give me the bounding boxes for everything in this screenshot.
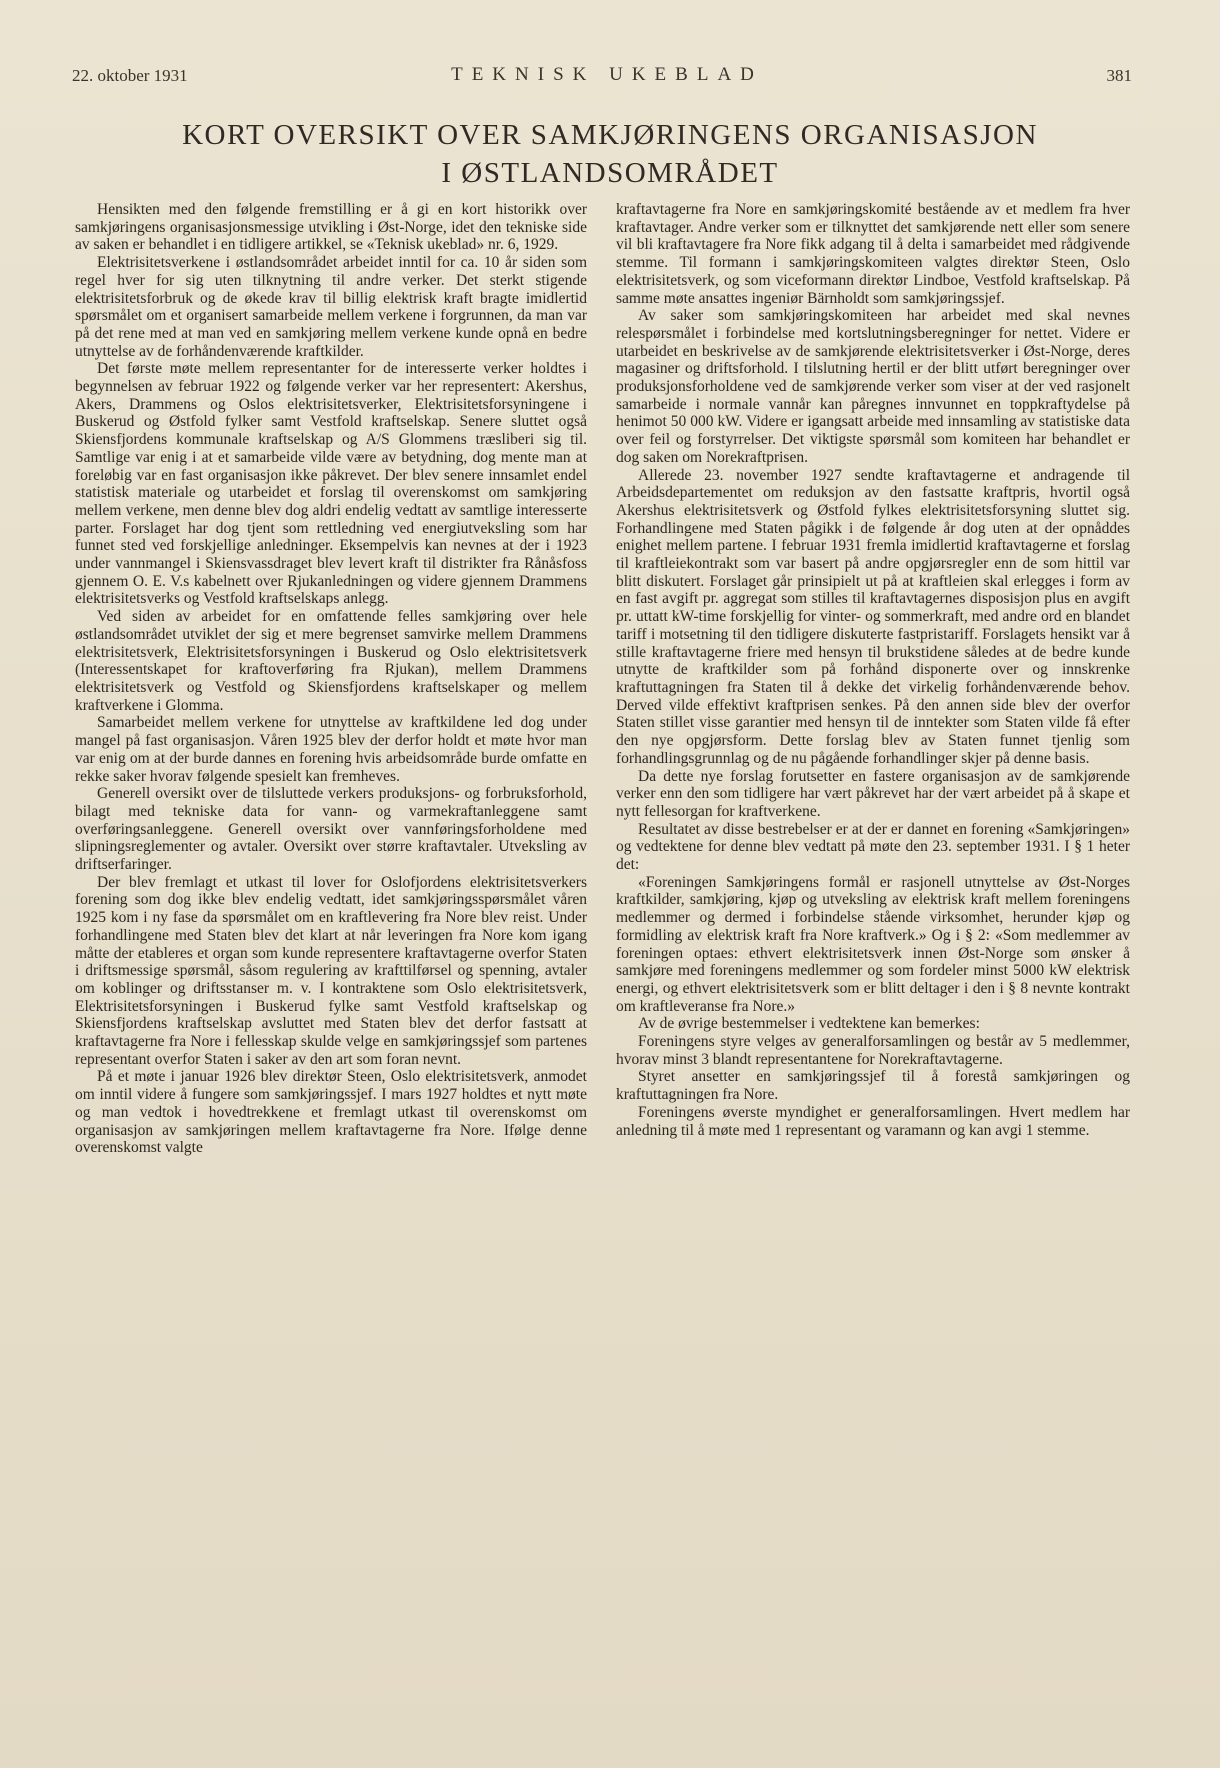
paragraph: «Foreningen Samkjøringens formål er rasjonell utnyttelse av Øst-Norges kraftkilder, samkjøring, kjøp og utveksling av elektrisk kraft mellem foreningens medlemmer og dermed i forbindelse stående virksomhet, herunder kjøp og formidling av elektrisk kraft fra Nore kraftverk.» Og i § 2: «Som medlemmer av foreningen optaes: ethvert elektrisitetsverk innen Øst-Norge som ønsker å samkjøre med foreningens medlemmer og som fordeler minst 5000 kW elektrisk energi, og ethvert elektrisitetsverk som er blitt deltager i den i § 8 nevnte kontrakt om kraftleveranse fra Nore.» [616,873,1130,1015]
paragraph: Det første møte mellem representanter for de interesserte verker holdtes i begynnelsen av februar 1922 og følgende verker var her representert: Akershus, Akers, Drammens og Oslos elektrisitetsverker, Elektrisitetsforsyningene i Buskerud og Østfold fylker samt Vestfold kraftselskap. Senere sluttet også Skiensfjordens kommunale kraftselskap og A/S Glommens træsliberi sig til. Samtlige var enig i at et samarbeide vilde være av betydning, dog mente man at foreløbig var en fast organisasjon ikke påkrevet. Der blev senere innsamlet endel statistisk materiale og utarbeidet et forslag til overenskomst om samkjøring mellem verkene, men denne blev dog aldri endelig vedtatt av samtlige interesserte parter. Forslaget har dog tjent som rettledning ved energiutveksling som har funnet sted ved forskjellige anledninger. Eksempelvis kan nevnes at der i 1923 under vannmangel i Skiensvassdraget blev levert kraft til distrikter fra Rånåsfoss gjennem O. E. V.s kabelnett over Rjukanledningen og videre gjennem Drammens elektrisitetsverks og Vestfold kraftselskaps anlegg. [75,360,587,608]
title-line-2: I ØSTLANDSOMRÅDET [441,157,779,189]
paragraph: Styret ansetter en samkjøringssjef til å forestå samkjøringen og kraftuttagningen fra Nore. [616,1068,1130,1104]
issue-date: 22. oktober 1931 [72,66,188,85]
left-column [75,201,587,1157]
paragraph: Foreningens styre velges av generalforsamlingen og består av 5 medlemmer, hvorav minst 3 blandt representantene for Norekraftavtagerne. [616,1033,1130,1068]
paragraph: Av saker som samkjøringskomiteen har arbeidet med skal nevnes relespørsmålet i forbindelse med kortslutningsberegninger for nettet. Videre er utarbeidet en beskrivelse av de samkjørende elektrisitetsverker i Øst-Norge, deres magasiner og driftsforhold. I tilslutning hertil er der blitt utført beregninger over produksjonsforholdene ved de samkjørende verker som viser at der ved rasjonelt samarbeide i normale vannår kan påregnes innvunnet en toppkraftydelse på henimot 50 000 kW. Videre er igangsatt arbeide med innsamling av statistiske data over feil og forstyrrelser. Det viktigste spørsmål som komiteen har behandlet er dog saken om Norekraftprisen. [616,307,1130,466]
paragraph: kraftavtagerne fra Nore en samkjøringskomité bestående av et medlem fra hver kraftavtager. Andre verker som er tilknyttet det samkjørende nett eller som senere vil bli kraftavtagere fra Nore fikk adgang til å delta i samarbeidet med rådgivende stemme. Til formann i samkjøringskomiteen valgtes direktør Steen, Oslo elektrisitetsverk, og som viceformann direktør Lindboe, Vestfold kraftselskap. På samme møte ansattes ingeniør Bärnholdt som samkjøringssjef. [616,201,1130,307]
page-number: 381 [1106,66,1132,85]
article-title [80,116,1140,192]
paragraph: Av de øvrige bestemmelser i vedtektene kan bemerkes: [638,1015,980,1033]
paragraph: Allerede 23. november 1927 sendte kraftavtagerne et andragende til Arbeidsdepartementet om reduksjon av den fastsatte kraftpris, hvortil også Akershus elektrisitetsverk og Østfold fylkes elektrisitetsforsyning sluttet sig. Forhandlingene med Staten pågikk i de følgende år dog uten at der opnåddes enighet mellem partene. I februar 1931 fremla imidlertid kraftavtagerne et forslag til kraftleiekontrakt som var basert på andre opgjørsregler enn de som hittil var blitt diskutert. Forslaget går prinsipielt ut på at kraftleien skal erlegges i form av en fast avgift pr. aggregat som stilles til kraftavtagernes disposisjon plus en avgift pr. uttatt kW-time forskjellig for vinter- og sommerkraft, med andre ord en blandet tariff i motsetning til den tidligere diskuterte fastpristariff. Forslagets hensikt var å stille kraftavtagerne friere med hensyn til brukstidene således at de bedre kunde utnytte de kraftkilder som på forhånd disponerte over og innskrenke kraftuttagningen fra Staten til å dekke det virkelig forhåndenværende behov. Derved vilde effektivt kraftprisen senkes. På den annen side blev der overfor Staten stillet visse garantier med hensyn til de inntekter som Staten vilde få efter den nye opgjørsform. Dette forslag blev av Staten funnet tjenlig som forhandlingsgrunnlag og de nu pågående forhandlinger skjer på denne basis. [616,466,1130,767]
right-column [616,201,1130,1139]
paragraph: Der blev fremlagt et utkast til lover for Oslofjordens elektrisitetsverkers forening som dog ikke blev endelig vedtatt, idet samkjøringsspørsmålet våren 1925 kom i ny fase da spørsmålet om en kraftlevering fra Nore blev reist. Under forhandlingene med Staten blev det klart at når leveringen fra Nore kom igang måtte der etableres et organ som kunde representere kraftavtagerne overfor Staten i driftsmessige spørsmål, såsom regulering av krafttilførsel og spenning, avtaler om koblinger og driftsstanser m. v. I kontraktene som Oslo elektrisitetsverk, Elektrisitetsforsyningen i Buskerud fylke samt Vestfold kraftselskap og Skiensfjordens kraftselskap avsluttet med Staten blev det derfor fastsatt at kraftavtagerne fra Nore i fellesskap skulde velge en samkjøringssjef som partenes representant overfor Staten i saker av den art som foran nevnt. [75,873,587,1068]
paragraph: Ved siden av arbeidet for en omfattende felles samkjøring over hele østlandsområdet utviklet der sig et mere begrenset samvirke mellem Drammens elektrisitetsverk, Elektrisitetsforsyningen i Buskerud og Oslo elektrisitetsverk (Interessentskapet for kraftoverføring fra Rjukan), mellem Drammens elektrisitetsverk og Vestfold og Skiensfjordens kraftselskaper og mellem kraftverkene i Glomma. [75,608,587,714]
paragraph: Generell oversikt over de tilsluttede verkers produksjons- og forbruksforhold, bilagt med tekniske data for vann- og varmekraftanleggene samt overføringsanleggene. Generell oversikt over vannføringsforholdene med slipningsreglementer og avtaler. Oversikt over større kraftavtaler. Utveksling av driftserfaringer. [75,785,587,874]
paragraph: Elektrisitetsverkene i østlandsområdet arbeidet inntil for ca. 10 år siden som regel hver for sig uten tilknytning til andre verker. Det sterkt stigende elektrisitetsforbruk og de økede krav til billig elektrisk kraft bragte imidlertid spørsmålet om et organisert samarbeide mellem verkene i forgrunnen, da man var på det rene med at man ved en samkjøring mellem verkene kunde opnå en bedre utnyttelse av de forhåndenværende kraftkilder. [75,254,587,360]
paragraph: Resultatet av disse bestrebelser er at der er dannet en forening «Samkjøringen» og vedtektene for denne blev vedtatt på møte den 23. september 1931. I § 1 heter det: [616,820,1130,874]
paragraph: Da dette nye forslag forutsetter en fastere organisasjon av de samkjørende verker enn den som tidligere har vært påkrevet har der vært arbeidet på å skape et nytt fellesorgan for kraftverkene. [616,767,1130,820]
title-line-1: KORT OVERSIKT OVER SAMKJØRINGENS ORGANISASJON [182,119,1038,151]
journal-name: TEKNISK UKEBLAD [451,64,763,85]
paragraph: Hensikten med den følgende fremstilling er å gi en kort historikk over samkjøringens organisasjonsmessige utvikling i Øst-Norge, idet den tekniske side av saken er behandlet i en tidligere artikkel, se «Teknisk ukeblad» nr. 6, 1929. [75,201,587,254]
paragraph: Foreningens øverste myndighet er generalforsamlingen. Hvert medlem har anledning til å møte med 1 representant og varamann og kan avgi 1 stemme. [616,1103,1130,1139]
paragraph: Samarbeidet mellem verkene for utnyttelse av kraftkildene led dog under mangel på fast organisasjon. Våren 1925 blev der derfor holdt et møte hvor man var enig om at der burde dannes en forening hvis arbeidsområde burde omfatte en rekke saker hvorav følgende spesielt kan fremheves. [75,714,587,785]
page-header [72,66,1132,94]
paragraph: På et møte i januar 1926 blev direktør Steen, Oslo elektrisitetsverk, anmodet om inntil videre å fungere som samkjøringssjef. I mars 1927 holdtes et nytt møte og man vedtok i hovedtrekkene et fremlagt utkast til overenskomst om organisasjon av samkjøringen mellem kraftavtagerne fra Nore. Ifølge denne overenskomst valgte [75,1068,587,1157]
